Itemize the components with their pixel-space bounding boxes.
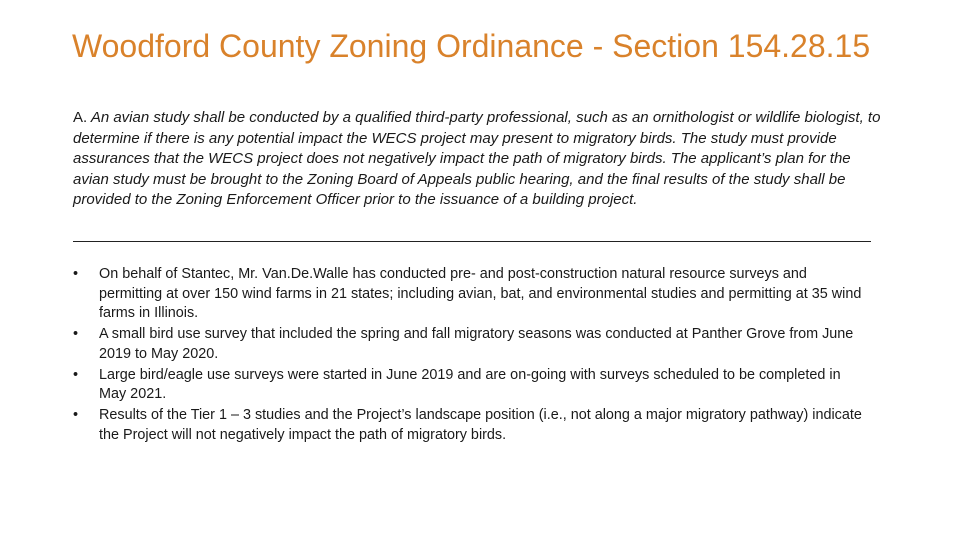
list-item xyxy=(73,366,863,405)
list-item xyxy=(73,406,863,445)
bullet-icon: • xyxy=(73,266,79,282)
separator-line xyxy=(73,241,871,242)
ordinance-excerpt xyxy=(73,108,883,211)
bullet-list xyxy=(73,265,863,447)
bullet-icon: • xyxy=(73,326,79,342)
ordinance-text: An avian study shall be conducted by a qualified third-party professional, such as an ornithologist or wildlife biologist, to determine if there is any potential impact the WECS project may present to migratory birds. The study must provide assurances that the WECS project does not negatively impact the path of migratory birds. The applicant’s plan for the avian study must be brought to the Zoning Board of Appeals public hearing, and the final results of the study shall be provided to the Zoning Enforcement Officer prior to the issuance of a building project. xyxy=(73,109,881,209)
bullet-text: Results of the Tier 1 – 3 studies and the Project’s landscape position (i.e., not along a major migratory pathway) indicate the Project will not negatively impact the path of migratory birds. xyxy=(99,407,862,443)
bullet-icon: • xyxy=(73,407,79,423)
list-item xyxy=(73,265,863,324)
slide-title: Woodford County Zoning Ordinance - Section 154.28.15 xyxy=(72,28,871,64)
bullet-icon: • xyxy=(73,366,79,383)
bullet-text: A small bird use survey that included the spring and fall migratory seasons was conducted at Panther Grove from June 2019 to May 2020. xyxy=(99,326,854,362)
ordinance-prefix: A. xyxy=(73,109,88,126)
list-item xyxy=(73,325,863,364)
bullet-text: On behalf of Stantec, Mr. Van.De.Walle has conducted pre- and post-construction natural resource surveys and permitting at over 150 wind farms in 21 states; including avian, bat, and environmental studies and permitting at 35 wind farms in Illinois. xyxy=(99,266,862,321)
bullet-text: Large bird/eagle use surveys were started in June 2019 and are on-going with surveys scheduled to be completed in May 2021. xyxy=(99,366,841,402)
